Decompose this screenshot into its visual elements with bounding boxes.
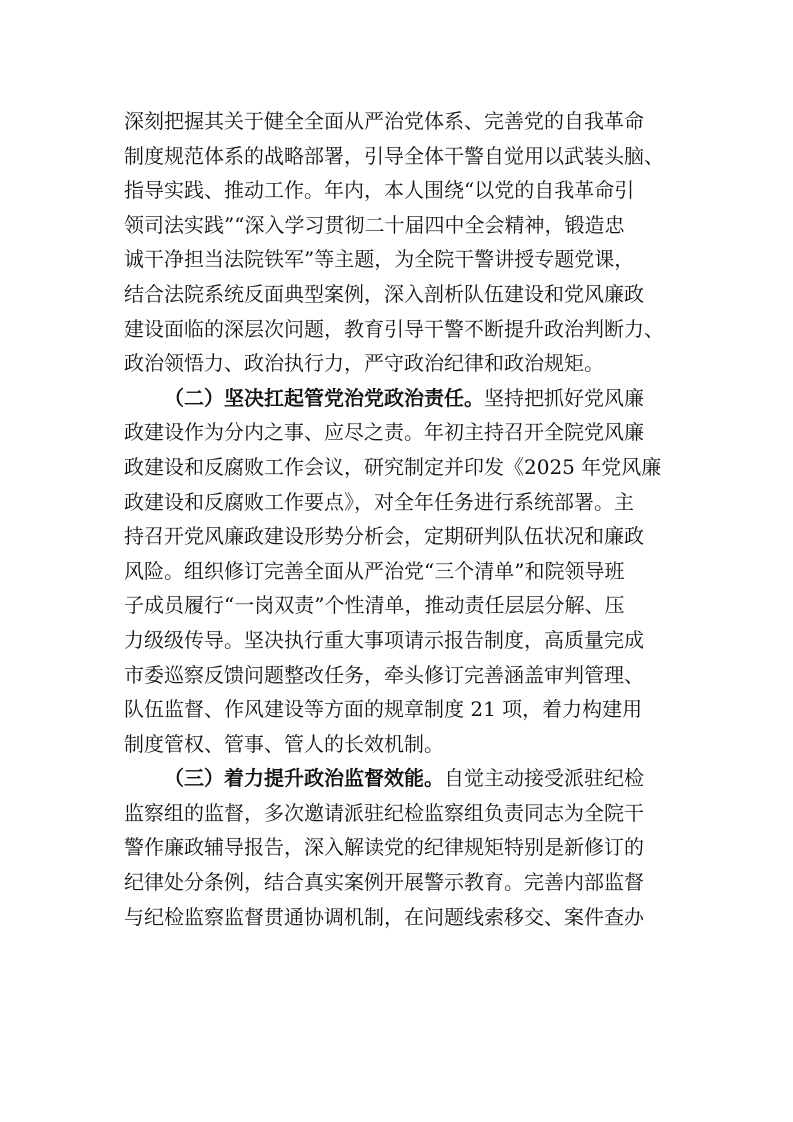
paragraph-line: 政建设和反腐败工作会议，研究制定并印发《2025 年党风廉 (124, 454, 662, 479)
paragraph-line: 结合法院系统反面典型案例，深入剖析队伍建设和党风廉政 (124, 281, 644, 306)
paragraph-line: 持召开党风廉政建设形势分析会，定期研判队伍状况和廉政 (124, 524, 644, 549)
paragraph-line: 纪律处分条例，结合真实案例开展警示教育。完善内部监督 (124, 870, 644, 895)
paragraph-line: 风险。组织修订完善全面从严治党“三个清单”和院领导班 (124, 558, 625, 583)
paragraph-line: 队伍监督、作风建设等方面的规章制度 21 项，着力构建用 (124, 697, 643, 722)
paragraph-line: 警作廉政辅导报告，深入解读党的纪律规矩特别是新修订的 (124, 835, 644, 860)
section-heading-line (124, 761, 684, 796)
paragraph-line: 与纪检监察监督贯通协调机制，在问题线索移交、案件查办 (124, 904, 644, 929)
section-heading-3: （三）着力提升政治监督效能。 (164, 766, 444, 791)
body-text (124, 104, 684, 934)
paragraph-line: 力级级传导。坚决执行重大事项请示报告制度，高质量完成 (124, 627, 644, 652)
paragraph-text: 坚持把抓好党风廉 (484, 385, 644, 410)
paragraph-line: 政治领悟力、政治执行力，严守政治纪律和政治规矩。 (124, 351, 604, 376)
paragraph-line: 政建设作为分内之事、应尽之责。年初主持召开全院党风廉 (124, 420, 644, 445)
paragraph-line: 监察组的监督，多次邀请派驻纪检监察组负责同志为全院干 (124, 800, 644, 825)
paragraph-line: 市委巡察反馈问题整改任务，牵头修订完善涵盖审判管理、 (124, 662, 644, 687)
paragraph-line: 政建设和反腐败工作要点》，对全年任务进行系统部署。主 (124, 489, 634, 514)
paragraph-line: 诚干净担当法院铁军”等主题，为全院干警讲授专题党课， (124, 247, 635, 272)
section-heading-2: （二）坚决扛起管党治党政治责任。 (164, 385, 484, 410)
paragraph-line: 制度规范体系的战略部署，引导全体干警自觉用以武装头脑、 (124, 143, 664, 168)
paragraph-line: 子成员履行“一岗双责”个性清单，推动责任层层分解、压 (124, 593, 625, 618)
paragraph-line: 领司法实践”“深入学习贯彻二十届四中全会精神，锻造忠 (124, 212, 625, 237)
paragraph-line: 深刻把握其关于健全全面从严治党体系、完善党的自我革命 (124, 109, 644, 133)
paragraph-line: 建设面临的深层次问题，教育引导干警不断提升政治判断力、 (124, 316, 664, 341)
paragraph-line: 制度管权、管事、管人的长效机制。 (124, 731, 444, 756)
paragraph-line: 指导实践、推动工作。年内，本人围绕“以党的自我革命引 (124, 178, 635, 203)
section-heading-line (124, 381, 684, 416)
paragraph-text: 自觉主动接受派驻纪检 (444, 766, 644, 791)
